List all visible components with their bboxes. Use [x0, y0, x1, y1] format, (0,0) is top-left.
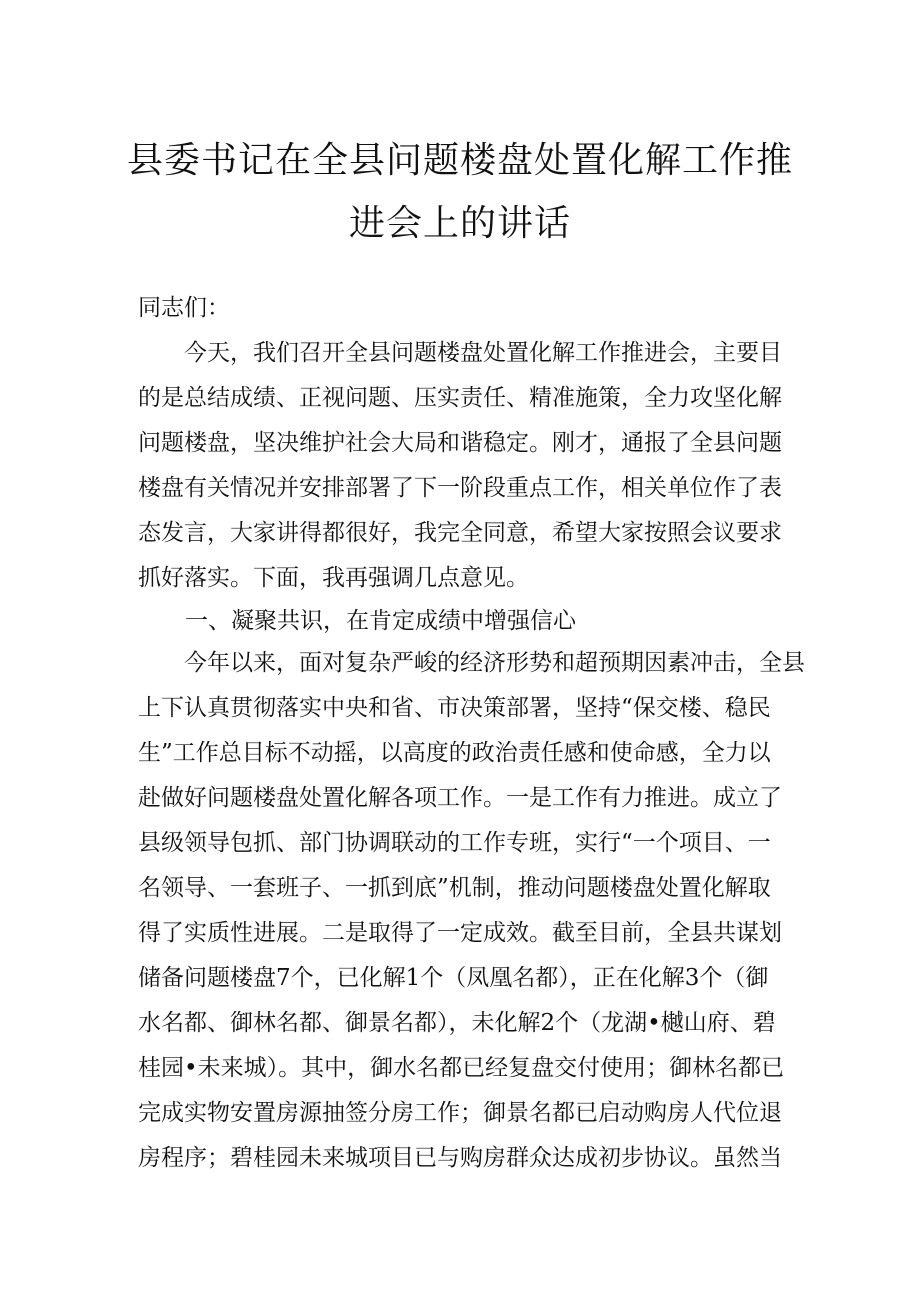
- paragraph-2-line-10: 桂园•未来城）。其中，御水名都已经复盘交付使用；御林名都已: [138, 1055, 785, 1081]
- paragraph-1-line-4: 楼盘有关情况并安排部署了下一阶段重点工作，相关单位作了表: [138, 475, 782, 501]
- paragraph-2-line-1: 今年以来，面对复杂严峻的经济形势和超预期因素冲击，全县: [138, 650, 805, 676]
- paragraph-1-line-6: 抓好落实。下面，我再强调几点意见。: [138, 565, 529, 591]
- paragraph-2-line-5: 县级领导包抓、部门协调联动的工作专班，实行“一个项目、一: [138, 830, 771, 856]
- document-title-line-2: 进会上的讲话: [348, 203, 571, 244]
- paragraph-2-line-4: 赴做好问题楼盘处置化解各项工作。一是工作有力推进。成立了: [138, 785, 782, 811]
- paragraph-2-line-11: 完成实物安置房源抽签分房工作；御景名都已启动购房人代位退: [138, 1100, 782, 1126]
- paragraph-2-line-6: 名领导、一套班子、一抓到底”机制，推动问题楼盘处置化解取: [138, 875, 771, 901]
- salutation: 同志们：: [138, 295, 230, 321]
- paragraph-2-line-8: 储备问题楼盘7个，已化解1个（凤凰名都），正在化解3个（御: [138, 965, 769, 991]
- paragraph-2-line-2: 上下认真贯彻落实中央和省、市决策部署，坚持“保交楼、稳民: [138, 695, 771, 721]
- paragraph-1-line-3: 问题楼盘，坚决维护社会大局和谐稳定。刚才，通报了全县问题: [138, 430, 782, 456]
- paragraph-1-line-1: 今天，我们召开全县问题楼盘处置化解工作推进会，主要目: [138, 340, 782, 366]
- section-heading-1: 一、凝聚共识，在肯定成绩中增强信心: [185, 608, 576, 634]
- document-title-line-1: 县委书记在全县问题楼盘处置化解工作推: [126, 140, 793, 181]
- paragraph-2-line-3: 生”工作总目标不动摇，以高度的政治责任感和使命感，全力以: [138, 740, 771, 766]
- paragraph-1-line-5: 态发言，大家讲得都很好，我完全同意，希望大家按照会议要求: [138, 520, 782, 546]
- paragraph-2-line-12: 房程序；碧桂园未来城项目已与购房群众达成初步协议。虽然当: [138, 1145, 782, 1171]
- paragraph-1-line-2: 的是总结成绩、正视问题、压实责任、精准施策，全力攻坚化解: [138, 385, 782, 411]
- paragraph-2-line-9: 水名都、御林名都、御景名都），未化解2个（龙湖•樾山府、碧: [138, 1010, 776, 1036]
- paragraph-2-line-7: 得了实质性进展。二是取得了一定成效。截至目前，全县共谋划: [138, 920, 782, 946]
